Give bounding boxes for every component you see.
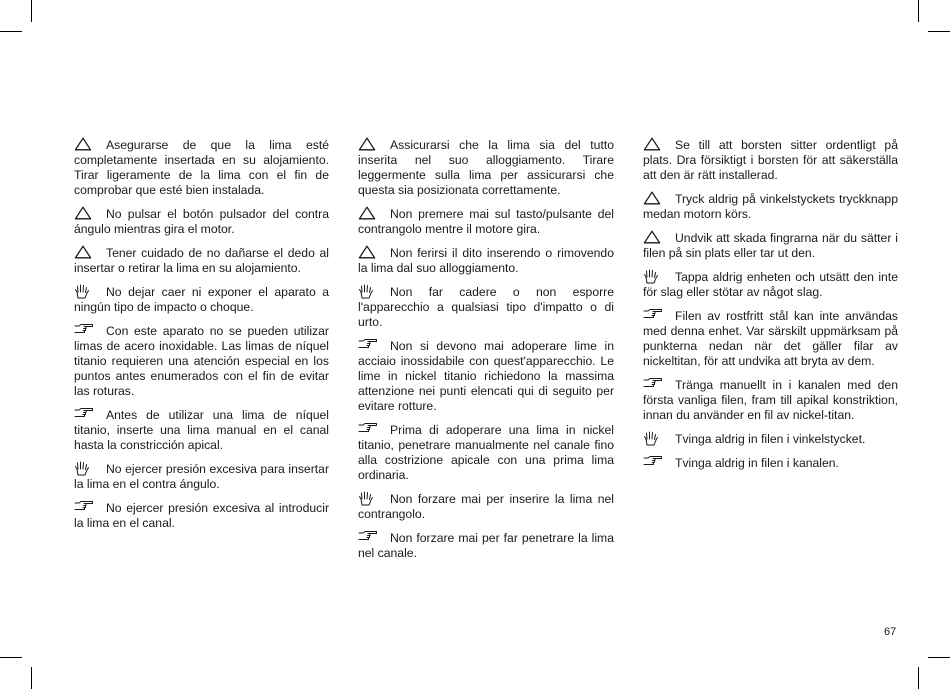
instruction-paragraph: [643, 137, 898, 183]
instruction-text: Tvinga aldrig in filen i kanalen.: [675, 456, 839, 470]
instruction-paragraph: [643, 191, 898, 222]
spanish-column: [74, 137, 329, 539]
instruction-paragraph: [358, 530, 614, 561]
instruction-text: Se till att borsten sitter ordentligt på plats. Dra försiktigt i borsten för att säkerställa att den är rätt installerad.: [643, 138, 898, 182]
instruction-paragraph: [643, 269, 898, 300]
pointing-hand-icon: [643, 455, 665, 469]
instruction-paragraph: [643, 377, 898, 423]
instruction-text: Non far cadere o non esporre l'apparecchio a qualsiasi tipo d'impatto o di urto.: [358, 285, 614, 329]
warning-triangle-icon: [643, 230, 665, 244]
instruction-text: No ejercer presión excesiva para insertar la lima en el contra ángulo.: [74, 462, 329, 491]
crop-mark: [31, 0, 32, 22]
stop-hand-icon: [74, 461, 96, 475]
stop-hand-icon: [358, 491, 380, 505]
instruction-text: Tener cuidado de no dañarse el dedo al insertar o retirar la lima en su alojamiento.: [74, 246, 329, 275]
instruction-text: Tryck aldrig på vinkelstyckets tryckknapp medan motorn körs.: [643, 192, 898, 221]
instruction-text: No ejercer presión excesiva al introducir la lima en el canal.: [74, 501, 329, 530]
pointing-hand-icon: [643, 377, 665, 391]
instruction-text: Asegurarse de que la lima esté completamente insertada en su alojamiento. Tirar ligeramente de la lima con el fin de comprobar que esté bien instalada.: [74, 138, 329, 197]
instruction-text: Prima di adoperare una lima in nickel titanio, penetrare manualmente nel canale fino alla costrizione apicale con una prima lima ordinaria.: [358, 423, 614, 482]
instruction-text: Tappa aldrig enheten och utsätt den inte för slag eller stötar av något slag.: [643, 270, 898, 299]
swedish-column: [643, 137, 898, 479]
instruction-text: Tränga manuellt in i kanalen med den första vanliga filen, fram till apikal konstriktion, innan du använder en fil av nickel-titan.: [643, 378, 898, 422]
instruction-paragraph: [358, 245, 614, 276]
instruction-text: Undvik att skada fingrarna när du sätter i filen på sin plats eller tar ut den.: [643, 231, 898, 260]
stop-hand-icon: [358, 284, 380, 298]
instruction-text: Con este aparato no se pueden utilizar limas de acero inoxidable. Las limas de níquel titanio requieren una atención especial en los puntos antes enumerados con el fin de evitar las roturas.: [74, 324, 329, 398]
stop-hand-icon: [643, 431, 665, 445]
instruction-paragraph: [358, 137, 614, 198]
pointing-hand-icon: [74, 407, 96, 421]
warning-triangle-icon: [358, 137, 380, 151]
pointing-hand-icon: [358, 338, 380, 352]
stop-hand-icon: [643, 269, 665, 283]
instruction-paragraph: [74, 206, 329, 237]
instruction-text: No dejar caer ni exponer el aparato a ningún tipo de impacto o choque.: [74, 285, 329, 314]
instruction-paragraph: [358, 206, 614, 237]
instruction-paragraph: [74, 137, 329, 198]
instruction-paragraph: [74, 284, 329, 315]
italian-column: [358, 137, 614, 569]
crop-mark: [928, 31, 950, 32]
instruction-paragraph: [74, 245, 329, 276]
crop-mark: [31, 667, 32, 689]
stop-hand-icon: [74, 284, 96, 298]
crop-mark: [0, 31, 22, 32]
instruction-paragraph: [358, 422, 614, 483]
instruction-text: Filen av rostfritt stål kan inte användas med denna enhet. Var särskilt uppmärksam på punkterna nedan när det gäller filar av nickeltitan, för att undvika att bryta av dem.: [643, 309, 898, 368]
instruction-paragraph: [643, 230, 898, 261]
warning-triangle-icon: [74, 206, 96, 220]
instruction-text: Non si devono mai adoperare lime in acciaio inossidabile con quest'apparecchio. Le lime in nickel titanio richiedono la massima attenzione nei punti elencati qui di seguito per evitare rotture.: [358, 339, 614, 413]
instruction-paragraph: [358, 338, 614, 414]
instruction-text: No pulsar el botón pulsador del contra ángulo mientras gira el motor.: [74, 207, 329, 236]
warning-triangle-icon: [643, 191, 665, 205]
instruction-paragraph: [74, 461, 329, 492]
instruction-paragraph: [74, 500, 329, 531]
instruction-paragraph: [643, 455, 898, 471]
pointing-hand-icon: [643, 308, 665, 322]
warning-triangle-icon: [74, 245, 96, 259]
crop-mark: [918, 667, 919, 689]
instruction-text: Non forzare mai per far penetrare la lima nel canale.: [358, 531, 614, 560]
warning-triangle-icon: [358, 206, 380, 220]
instruction-paragraph: [358, 284, 614, 330]
pointing-hand-icon: [358, 530, 380, 544]
instruction-text: Antes de utilizar una lima de níquel titanio, inserte una lima manual en el canal hasta la constricción apical.: [74, 408, 329, 452]
instruction-text: Tvinga aldrig in filen i vinkelstycket.: [675, 432, 866, 446]
crop-mark: [0, 657, 22, 658]
instruction-text: Non premere mai sul tasto/pulsante del contrangolo mentre il motore gira.: [358, 207, 614, 236]
warning-triangle-icon: [74, 137, 96, 151]
warning-triangle-icon: [358, 245, 380, 259]
page-number: 67: [884, 626, 897, 638]
instruction-paragraph: [643, 431, 898, 447]
instruction-paragraph: [74, 407, 329, 453]
instruction-text: Non forzare mai per inserire la lima nel contrangolo.: [358, 492, 614, 521]
instruction-text: Assicurarsi che la lima sia del tutto inserita nel suo alloggiamento. Tirare leggermente sulla lima per assicurarsi che questa sia posizionata correttamente.: [358, 138, 614, 197]
crop-mark: [918, 0, 919, 22]
crop-mark: [928, 657, 950, 658]
warning-triangle-icon: [643, 137, 665, 151]
instruction-paragraph: [74, 323, 329, 399]
pointing-hand-icon: [358, 422, 380, 436]
pointing-hand-icon: [74, 323, 96, 337]
instruction-paragraph: [358, 491, 614, 522]
instruction-paragraph: [643, 308, 898, 369]
pointing-hand-icon: [74, 500, 96, 514]
instruction-text: Non ferirsi il dito inserendo o rimovendo la lima dal suo alloggiamento.: [358, 246, 614, 275]
